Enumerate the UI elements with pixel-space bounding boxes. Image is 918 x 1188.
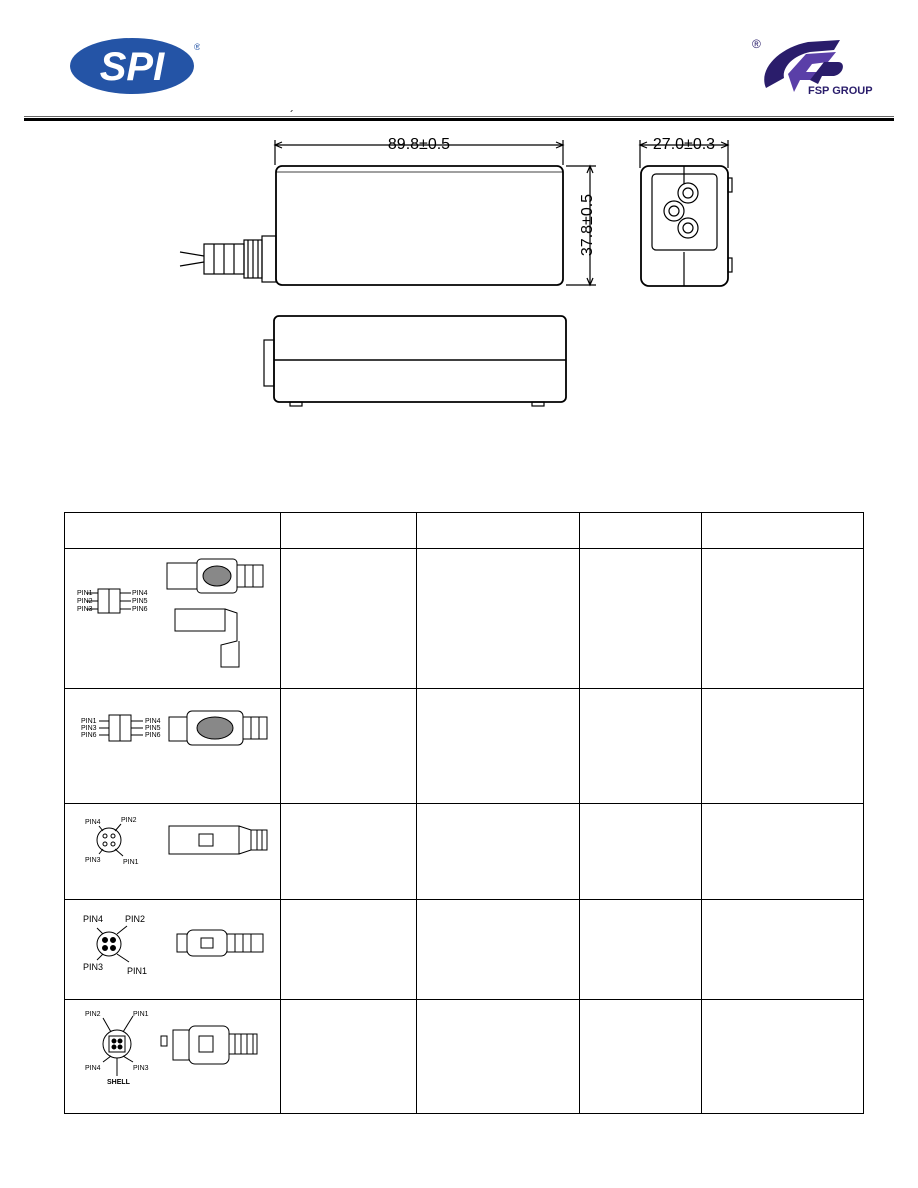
svg-text:PIN2: PIN2 [85, 1011, 101, 1018]
svg-text:PIN1: PIN1 [81, 718, 97, 725]
svg-text:PIN6: PIN6 [132, 606, 148, 613]
svg-text:PIN6: PIN6 [81, 732, 97, 739]
spi-logo-text: SPI [99, 45, 165, 89]
svg-text:PIN5: PIN5 [132, 598, 148, 605]
height-dimension: 37.8±0.5 [579, 193, 596, 257]
svg-text:PIN4: PIN4 [85, 819, 101, 826]
svg-text:PIN1: PIN1 [133, 1011, 149, 1018]
svg-text:PIN4: PIN4 [145, 718, 161, 725]
svg-text:®: ® [194, 42, 200, 52]
table-row [65, 900, 864, 1000]
svg-text:FSP GROUP: FSP GROUP [808, 85, 873, 97]
table-header-row [65, 513, 864, 549]
table-row [65, 804, 864, 900]
mechanical-drawing [0, 120, 918, 420]
spi-logo [70, 36, 200, 96]
connector-drawing-cell [65, 549, 281, 689]
svg-text:PIN3: PIN3 [83, 962, 104, 972]
fsp-group-logo [748, 34, 888, 100]
svg-text:PIN2: PIN2 [121, 817, 137, 824]
stray-mark: ´ [290, 108, 294, 122]
connector-drawing-cell [65, 689, 281, 804]
connector-drawing-cell [65, 900, 281, 1000]
svg-text:®: ® [752, 37, 761, 51]
svg-text:PIN6: PIN6 [145, 732, 161, 739]
svg-text:PIN5: PIN5 [145, 725, 161, 732]
connector-3-drawing [65, 804, 280, 894]
svg-text:PIN1: PIN1 [127, 966, 148, 976]
connector-5-drawing [65, 1000, 280, 1108]
svg-text:SHELL: SHELL [107, 1079, 130, 1086]
connector-drawing-cell [65, 804, 281, 900]
svg-text:PIN1: PIN1 [77, 590, 93, 597]
table-row [65, 549, 864, 689]
svg-text:PIN1: PIN1 [123, 859, 139, 866]
svg-text:PIN2: PIN2 [77, 598, 93, 605]
table-row [65, 689, 864, 804]
svg-text:PIN2: PIN2 [125, 914, 146, 924]
connector-drawing-cell [65, 1000, 281, 1114]
connector-2-drawing [65, 689, 280, 798]
connector-1-drawing [65, 549, 280, 683]
svg-text:PIN3: PIN3 [81, 725, 97, 732]
width-dimension: 27.0±0.3 [652, 136, 716, 153]
svg-text:PIN3: PIN3 [133, 1065, 149, 1072]
svg-text:PIN3: PIN3 [77, 606, 93, 613]
length-dimension: 89.8±0.5 [387, 136, 451, 153]
table-row [65, 1000, 864, 1114]
svg-text:PIN4: PIN4 [83, 914, 104, 924]
connector-4-drawing [65, 900, 280, 994]
svg-text:PIN4: PIN4 [132, 590, 148, 597]
svg-text:PIN3: PIN3 [85, 857, 101, 864]
svg-text:PIN4: PIN4 [85, 1065, 101, 1072]
header-rule-thin [24, 116, 894, 117]
connector-table [64, 512, 864, 1114]
